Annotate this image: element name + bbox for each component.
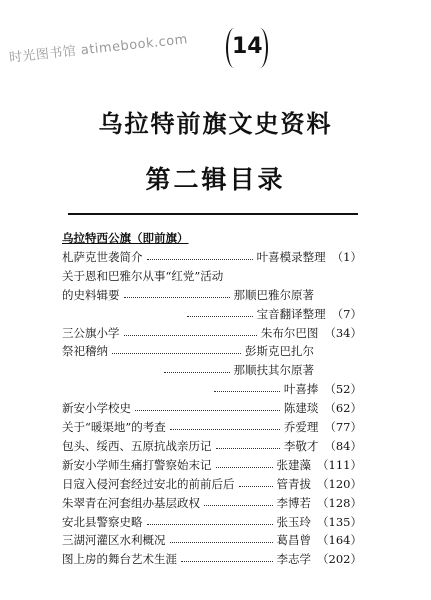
toc-row — [62, 230, 362, 246]
toc-entry-author: 葛昌曾 — [276, 533, 312, 548]
document-subtitle: 第二辑目录 — [145, 165, 286, 194]
toc-leader-dots — [187, 316, 253, 317]
toc-entry-title: 三公旗小学 — [62, 325, 120, 340]
page-number: 14 — [232, 34, 263, 59]
toc-entry-author: 乔爱理 — [283, 420, 319, 434]
toc-row — [62, 343, 362, 359]
toc-row — [62, 381, 362, 397]
toc-leader-dots — [216, 467, 273, 468]
toc-entry-title: 三湖河灌区水利概况 — [62, 533, 166, 548]
toc-row — [62, 514, 362, 530]
toc-row — [62, 495, 362, 511]
toc-entry-author: 李博若 — [276, 495, 312, 510]
toc-leader-dots — [164, 372, 230, 373]
toc-entry-title: 包头、绥西、五原抗战亲历记 — [62, 438, 212, 453]
toc-row — [62, 419, 362, 435]
toc-entry-page: （111） — [317, 457, 362, 472]
toc-entry-author: 宝音翻译整理 — [256, 306, 326, 321]
toc-entry-title: 祭祀稽纳 — [62, 344, 108, 359]
watermark: 时光图书馆 atimebook.com — [8, 32, 189, 66]
toc-entry-title: 日寇入侵河套经过安北的前前后后 — [62, 476, 235, 491]
toc-entry-title: 朱翠青在河套组办基层政权 — [62, 495, 200, 510]
toc-entry-page: （7） — [331, 306, 362, 321]
toc-entry-author: 那顺巴雅尔原著 — [233, 287, 314, 302]
toc-entry-title: 安北县警察史略 — [62, 514, 143, 529]
toc-row — [62, 249, 362, 265]
toc-leader-dots — [135, 410, 280, 411]
toc-leader-dots — [147, 259, 253, 260]
toc-leader-dots — [216, 448, 280, 449]
toc-row — [62, 457, 362, 473]
toc-entry-author: 李志学 — [276, 552, 312, 567]
toc-row — [62, 325, 362, 341]
toc-row — [62, 438, 362, 454]
toc-entry-page: （128） — [317, 495, 362, 510]
toc-entry-author: 那顺扶其尔原著 — [233, 363, 314, 378]
title-divider — [68, 213, 358, 215]
toc-entry-title: 关于“暖渠地”的考查 — [62, 420, 166, 434]
toc-entry-author: 李敬才 — [283, 438, 319, 453]
toc-entry-title: 新安小学师生痛打警察始末记 — [62, 457, 212, 472]
toc-leader-dots — [204, 505, 273, 506]
toc-entry-page: （135） — [317, 514, 362, 529]
toc-entry-title: 乌拉特西公旗（即前旗） — [62, 231, 189, 245]
toc-leader-dots — [170, 429, 280, 430]
toc-entry-page: （164） — [317, 533, 362, 548]
toc-leader-dots — [112, 353, 241, 354]
toc-entry-author: 彭斯克巴扎尔 — [245, 344, 314, 359]
toc-row — [62, 306, 362, 322]
toc-entry-page: （62） — [324, 401, 362, 416]
toc-entry-page: （34） — [324, 325, 362, 340]
toc-row — [62, 476, 362, 492]
toc-leader-dots — [124, 335, 257, 336]
toc-entry-page: （52） — [324, 382, 362, 397]
toc-entry-author: 叶喜捧 — [283, 382, 319, 397]
toc-entry-author: 管青拔 — [276, 476, 312, 491]
toc-leader-dots — [181, 561, 273, 562]
toc-row — [62, 268, 362, 284]
toc-entry-author: 张玉玲 — [276, 514, 312, 529]
toc-entry-title: 札萨克世袭简介 — [62, 249, 143, 264]
toc-row — [62, 532, 362, 548]
toc-entry-page: （84） — [324, 438, 362, 453]
toc-row — [62, 400, 362, 416]
toc-entry-title: 关于恩和巴雅尔从事“红党”活动 — [62, 268, 224, 283]
document-title: 乌拉特前旗文史资料 — [98, 109, 333, 138]
toc-leader-dots — [147, 524, 273, 525]
toc-entry-page: （77） — [324, 420, 362, 434]
toc-entry-author: 陈建琰 — [283, 401, 319, 416]
toc-entry-page: （1） — [331, 249, 362, 264]
page-number-right-bracket — [252, 28, 268, 68]
toc-entry-author: 张建藻 — [276, 457, 312, 472]
toc-entry-page: （120） — [317, 476, 362, 491]
toc-entry-title: 图上房的舞台艺术生涯 — [62, 552, 177, 567]
toc-leader-dots — [170, 542, 273, 543]
toc-entry-title: 的史料辑要 — [62, 287, 120, 302]
toc-row — [62, 287, 362, 303]
toc-row — [62, 551, 362, 567]
toc-leader-dots — [214, 391, 280, 392]
toc-entry-author: 朱布尔巴图 — [260, 325, 319, 340]
toc-entry-title: 新安小学校史 — [62, 401, 131, 416]
toc-leader-dots — [239, 486, 273, 487]
toc-row — [62, 362, 362, 378]
toc-entry-page: （202） — [317, 552, 362, 567]
toc-entry-author: 叶喜模录整理 — [256, 249, 326, 264]
toc-leader-dots — [124, 297, 230, 298]
